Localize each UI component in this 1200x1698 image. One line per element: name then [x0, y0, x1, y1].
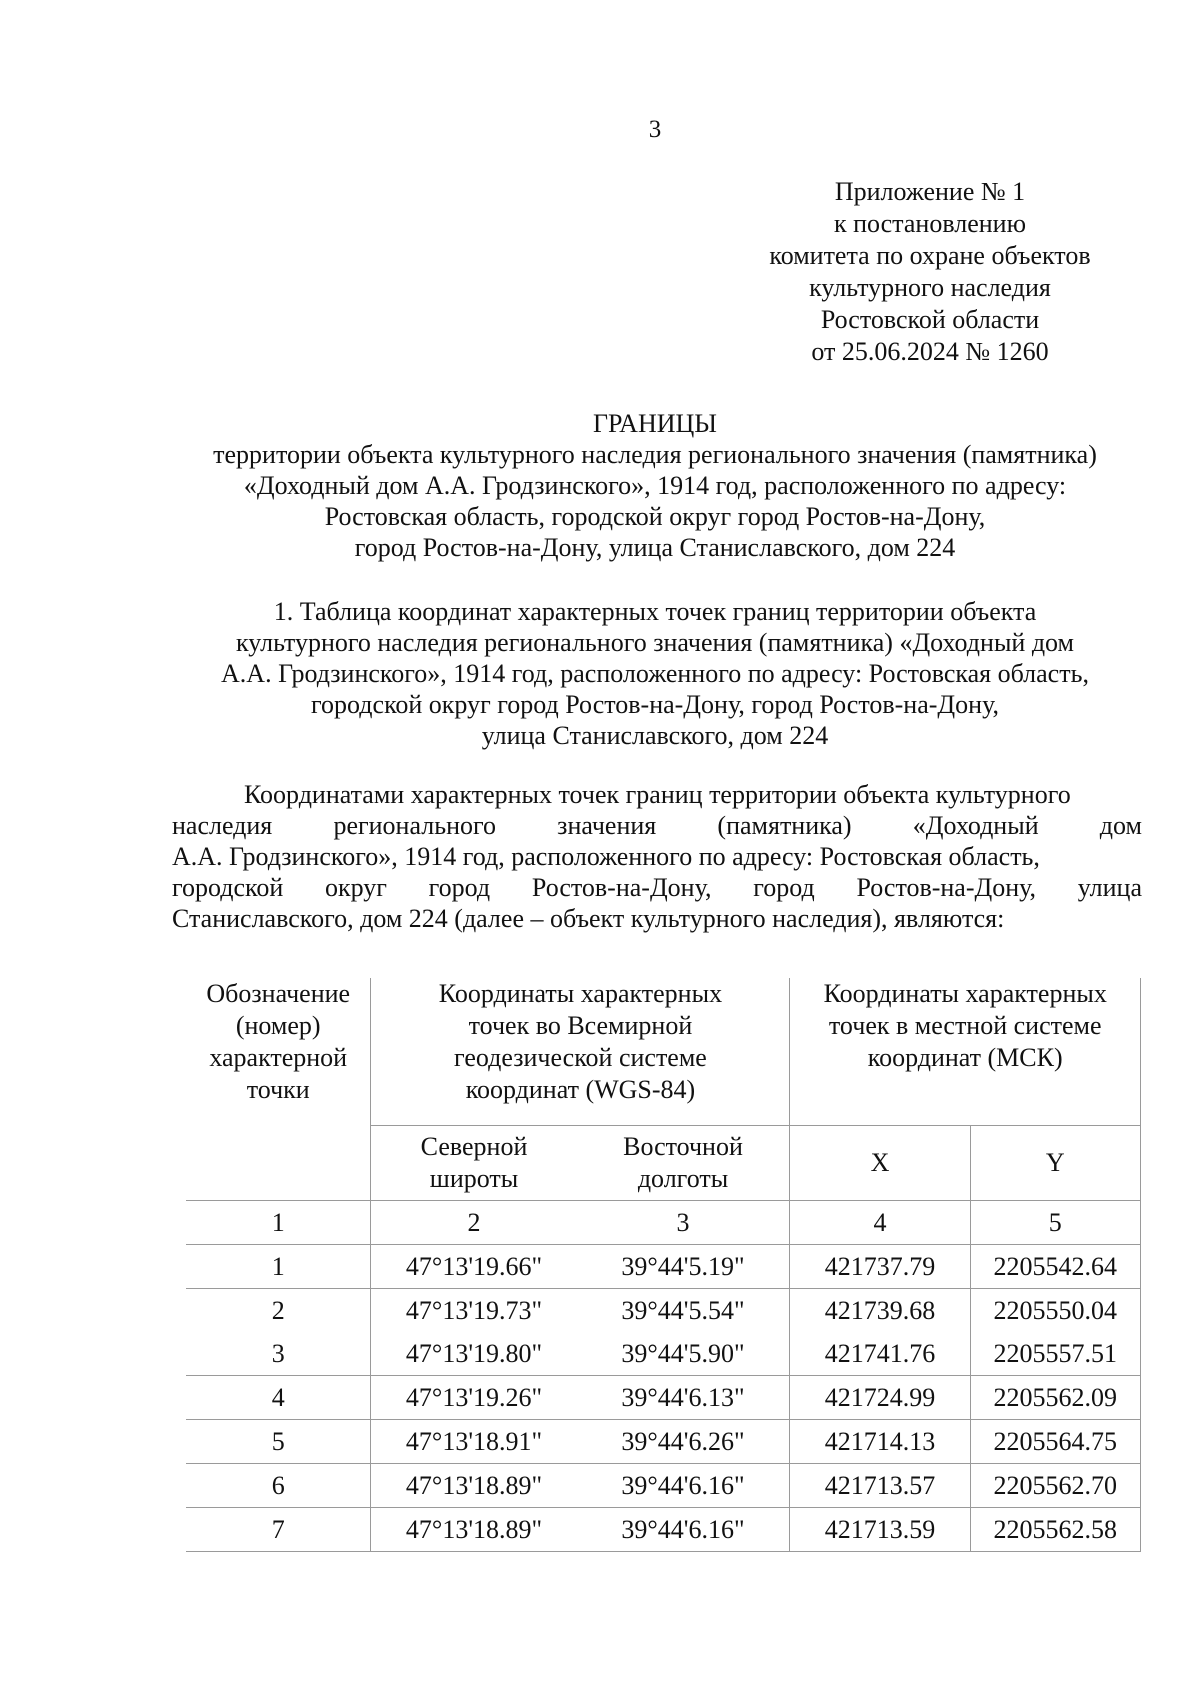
table-row	[186, 1245, 1141, 1289]
cell-east-longitude: 39°44'6.16"	[577, 1508, 790, 1552]
cell-north-latitude: 47°13'19.73"	[405, 1295, 543, 1325]
cell-east-longitude: 39°44'5.54"	[577, 1289, 790, 1333]
column-number: 3	[577, 1201, 790, 1245]
cell-y: 2205562.70	[970, 1464, 1140, 1508]
title-line: «Доходный дом А.А. Гродзинского», 1914 год, расположенного по адресу:	[243, 471, 1067, 500]
section-line: А.А. Гродзинского», 1914 год, расположенного по адресу: Ростовская область,	[221, 659, 1089, 688]
cell-point-number: 3	[186, 1332, 371, 1376]
cell-point-number: 5	[186, 1420, 371, 1464]
cell-x: 421724.99	[790, 1376, 970, 1420]
section-line: улица Станиславского, дом 224	[481, 721, 829, 750]
table-row	[186, 1420, 1141, 1464]
word: «Доходный	[912, 811, 1039, 840]
header-msk	[790, 978, 1141, 1126]
coordinates-table	[186, 978, 1141, 1552]
cell-north-latitude: 47°13'19.80"	[371, 1332, 577, 1376]
cell-north-latitude: 47°13'18.89"	[371, 1508, 577, 1552]
body-paragraph	[172, 779, 1142, 934]
cell-east-longitude: 39°44'6.16"	[577, 1464, 790, 1508]
header-text: геодезической системе	[454, 1043, 707, 1072]
title-heading: ГРАНИЦЫ	[593, 409, 717, 438]
header-text: Координаты характерных	[438, 979, 723, 1008]
header-east-longitude	[577, 1126, 790, 1201]
cell-y: 2205557.51	[970, 1332, 1140, 1376]
cell-point-number: 1	[186, 1245, 371, 1289]
header-text: широты	[429, 1164, 519, 1193]
section-line: городской округ город Ростов-на-Дону, город Ростов-на-Дону,	[311, 690, 999, 719]
header-text: (номер)	[235, 1011, 321, 1040]
cell-y: 2205562.58	[970, 1508, 1140, 1552]
cell-x: 421714.13	[790, 1420, 970, 1464]
cell-north-latitude: 47°13'18.91"	[371, 1420, 577, 1464]
column-number: 2	[371, 1201, 577, 1245]
header-text: Северной	[420, 1132, 528, 1161]
header-text: долготы	[637, 1164, 729, 1193]
cell-north-latitude: 47°13'19.26"	[371, 1376, 577, 1420]
word: городской	[172, 873, 284, 902]
cell-point-number: 6	[186, 1464, 371, 1508]
appendix-line: от 25.06.2024 № 1260	[811, 337, 1049, 366]
table-header-row	[186, 978, 1141, 1126]
paragraph-line: Станиславского, дом 224 (далее – объект культурного наследия), являются:	[172, 904, 1005, 933]
cell-x: 421713.59	[790, 1508, 970, 1552]
header-text: Координаты характерных	[823, 979, 1107, 1008]
cell-point-number: 7	[186, 1508, 371, 1552]
header-x: X	[790, 1126, 970, 1201]
word: регионального	[333, 811, 497, 840]
table-row	[186, 1376, 1141, 1420]
paragraph-line	[172, 872, 1142, 903]
cell-east-longitude: 39°44'6.26"	[577, 1420, 790, 1464]
word: дом	[1099, 811, 1142, 840]
title-line: город Ростов-на-Дону, улица Станиславского, дом 224	[354, 533, 956, 562]
word: (памятника)	[717, 811, 852, 840]
cell-y: 2205550.04	[970, 1289, 1140, 1333]
document-title	[170, 408, 1140, 563]
table-row	[186, 1289, 1141, 1333]
table-body	[186, 1245, 1141, 1552]
cell-east-longitude: 39°44'5.90"	[577, 1332, 790, 1376]
word: город	[428, 873, 491, 902]
appendix-line: к постановлению	[833, 209, 1027, 238]
cell-x: 421713.57	[790, 1464, 970, 1508]
cell-point-number: 2	[186, 1289, 371, 1333]
word: Ростов-на-Дону,	[856, 873, 1037, 902]
table-row	[186, 1508, 1141, 1552]
column-number: 5	[970, 1201, 1140, 1245]
header-y: Y	[970, 1126, 1140, 1201]
title-line: Ростовская область, городской округ город Ростов-на-Дону,	[324, 502, 986, 531]
appendix-line: культурного наследия	[809, 273, 1051, 302]
section-heading	[170, 596, 1140, 751]
word: город	[753, 873, 815, 902]
word: Ростов-на-Дону,	[531, 873, 712, 902]
appendix-line: Приложение № 1	[834, 177, 1026, 206]
cell-east-longitude: 39°44'5.19"	[577, 1245, 790, 1289]
cell-x: 421739.68	[790, 1289, 970, 1333]
paragraph-line	[172, 810, 1142, 841]
column-number: 1	[186, 1201, 371, 1245]
header-wgs84	[371, 978, 790, 1126]
paragraph-line: А.А. Гродзинского», 1914 год, расположенного по адресу: Ростовская область,	[172, 842, 1040, 871]
header-text: точек в местной системе	[828, 1011, 1102, 1040]
column-number-row	[186, 1201, 1141, 1245]
header-text: характерной	[209, 1043, 348, 1072]
cell-north-latitude: 47°13'18.89"	[371, 1464, 577, 1508]
title-line: территории объекта культурного наследия регионального значения (памятника)	[213, 440, 1097, 469]
column-number: 4	[790, 1201, 970, 1245]
cell-y: 2205542.64	[970, 1245, 1140, 1289]
header-text: Обозначение	[206, 979, 351, 1008]
cell-y: 2205564.75	[970, 1420, 1140, 1464]
table-row	[186, 1332, 1141, 1376]
section-line: культурного наследия регионального значения (памятника) «Доходный дом	[235, 628, 1075, 657]
appendix-line: Ростовской области	[820, 305, 1040, 334]
table-row	[186, 1464, 1141, 1508]
header-text: координат (МСК)	[867, 1043, 1063, 1072]
cell-point-number: 4	[186, 1376, 371, 1420]
cell-north-latitude: 47°13'19.66"	[371, 1245, 577, 1289]
cell-east-longitude: 39°44'6.13"	[577, 1376, 790, 1420]
word: улица	[1077, 873, 1142, 902]
section-line: 1. Таблица координат характерных точек границ территории объекта	[273, 597, 1037, 626]
appendix-line: комитета по охране объектов	[769, 241, 1091, 270]
header-text: Восточной	[623, 1132, 743, 1161]
word: округ	[324, 873, 387, 902]
word: значения	[557, 811, 657, 840]
header-text: точки	[246, 1075, 310, 1104]
header-north-latitude	[371, 1126, 577, 1201]
header-text: координат (WGS-84)	[465, 1075, 696, 1104]
cell-x: 421737.79	[790, 1245, 970, 1289]
header-text: точек во Всемирной	[468, 1011, 693, 1040]
appendix-note	[710, 176, 1150, 368]
word: наследия	[172, 811, 273, 840]
cell-x: 421741.76	[790, 1332, 970, 1376]
page-number: 3	[648, 116, 662, 143]
cell-y: 2205562.09	[970, 1376, 1140, 1420]
paragraph-line: Координатами характерных точек границ территории объекта культурного	[244, 780, 1071, 809]
header-point-designation	[186, 978, 371, 1201]
